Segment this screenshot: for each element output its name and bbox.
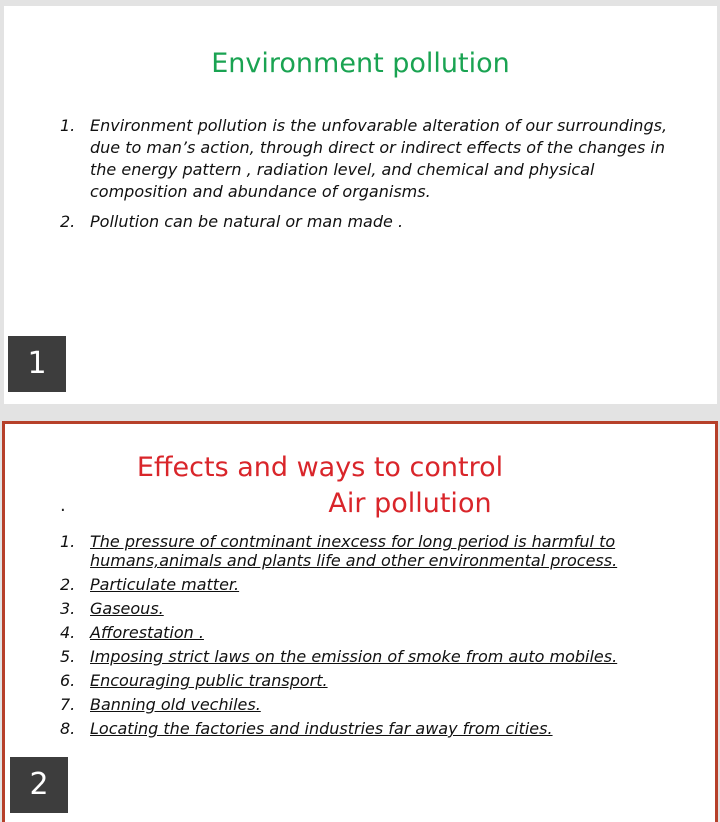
list-item (60, 575, 690, 594)
list-item-text: Particulate matter. (90, 575, 240, 594)
list-item-number: 7. (60, 695, 76, 714)
list-item-text: Environment pollution is the unfovarable alteration of our surroundings, due to man’s action, through direct or indirect effects of the changes in the energy pattern , radiation level, and chemical and physical composition and abundance of organisms. (90, 116, 668, 201)
slide-number-badge-1: 1 (8, 336, 66, 392)
slide-1-title: Environment pollution (211, 48, 510, 79)
list-item-text: Afforestation . (90, 623, 204, 642)
slide-2-title-line-1: Effects and ways to control (136, 452, 504, 483)
list-item-number: 2. (60, 212, 76, 231)
stray-dot: . (60, 495, 66, 516)
list-item-number: 1. (60, 532, 76, 551)
list-item-text: Encouraging public transport. (90, 671, 328, 690)
list-item (60, 671, 690, 690)
list-item-text: Gaseous. (90, 599, 164, 618)
list-item-number: 2. (60, 575, 76, 594)
slide-2-list (60, 532, 690, 743)
list-item (60, 115, 670, 203)
list-item-text: Imposing strict laws on the emission of smoke from auto mobiles. (90, 647, 618, 666)
slide-number-badge-2: 2 (10, 757, 68, 813)
list-item (60, 647, 690, 666)
list-item-text: Locating the factories and industries far away from cities. (90, 719, 553, 738)
list-item (60, 599, 690, 618)
list-item-number: 5. (60, 647, 76, 666)
list-item (60, 532, 690, 570)
list-item (60, 211, 670, 233)
list-item (60, 623, 690, 642)
list-item (60, 695, 690, 714)
list-item-number: 4. (60, 623, 76, 642)
list-item-number: 3. (60, 599, 76, 618)
list-item-number: 1. (60, 116, 76, 135)
list-item-text: The pressure of contminant inexcess for long period is harmful to humans,animals and plants life and other environmental process. (90, 532, 618, 570)
list-item-text: Pollution can be natural or man made . (90, 212, 404, 231)
list-item (60, 719, 690, 738)
slide-2 (2, 421, 718, 822)
slide-1-list (60, 115, 670, 241)
list-item-number: 6. (60, 671, 76, 690)
list-item-text: Banning old vechiles. (90, 695, 261, 714)
slide-1 (4, 6, 717, 404)
list-item-number: 8. (60, 719, 76, 738)
slide-2-title-line-2: Air pollution (328, 488, 492, 519)
